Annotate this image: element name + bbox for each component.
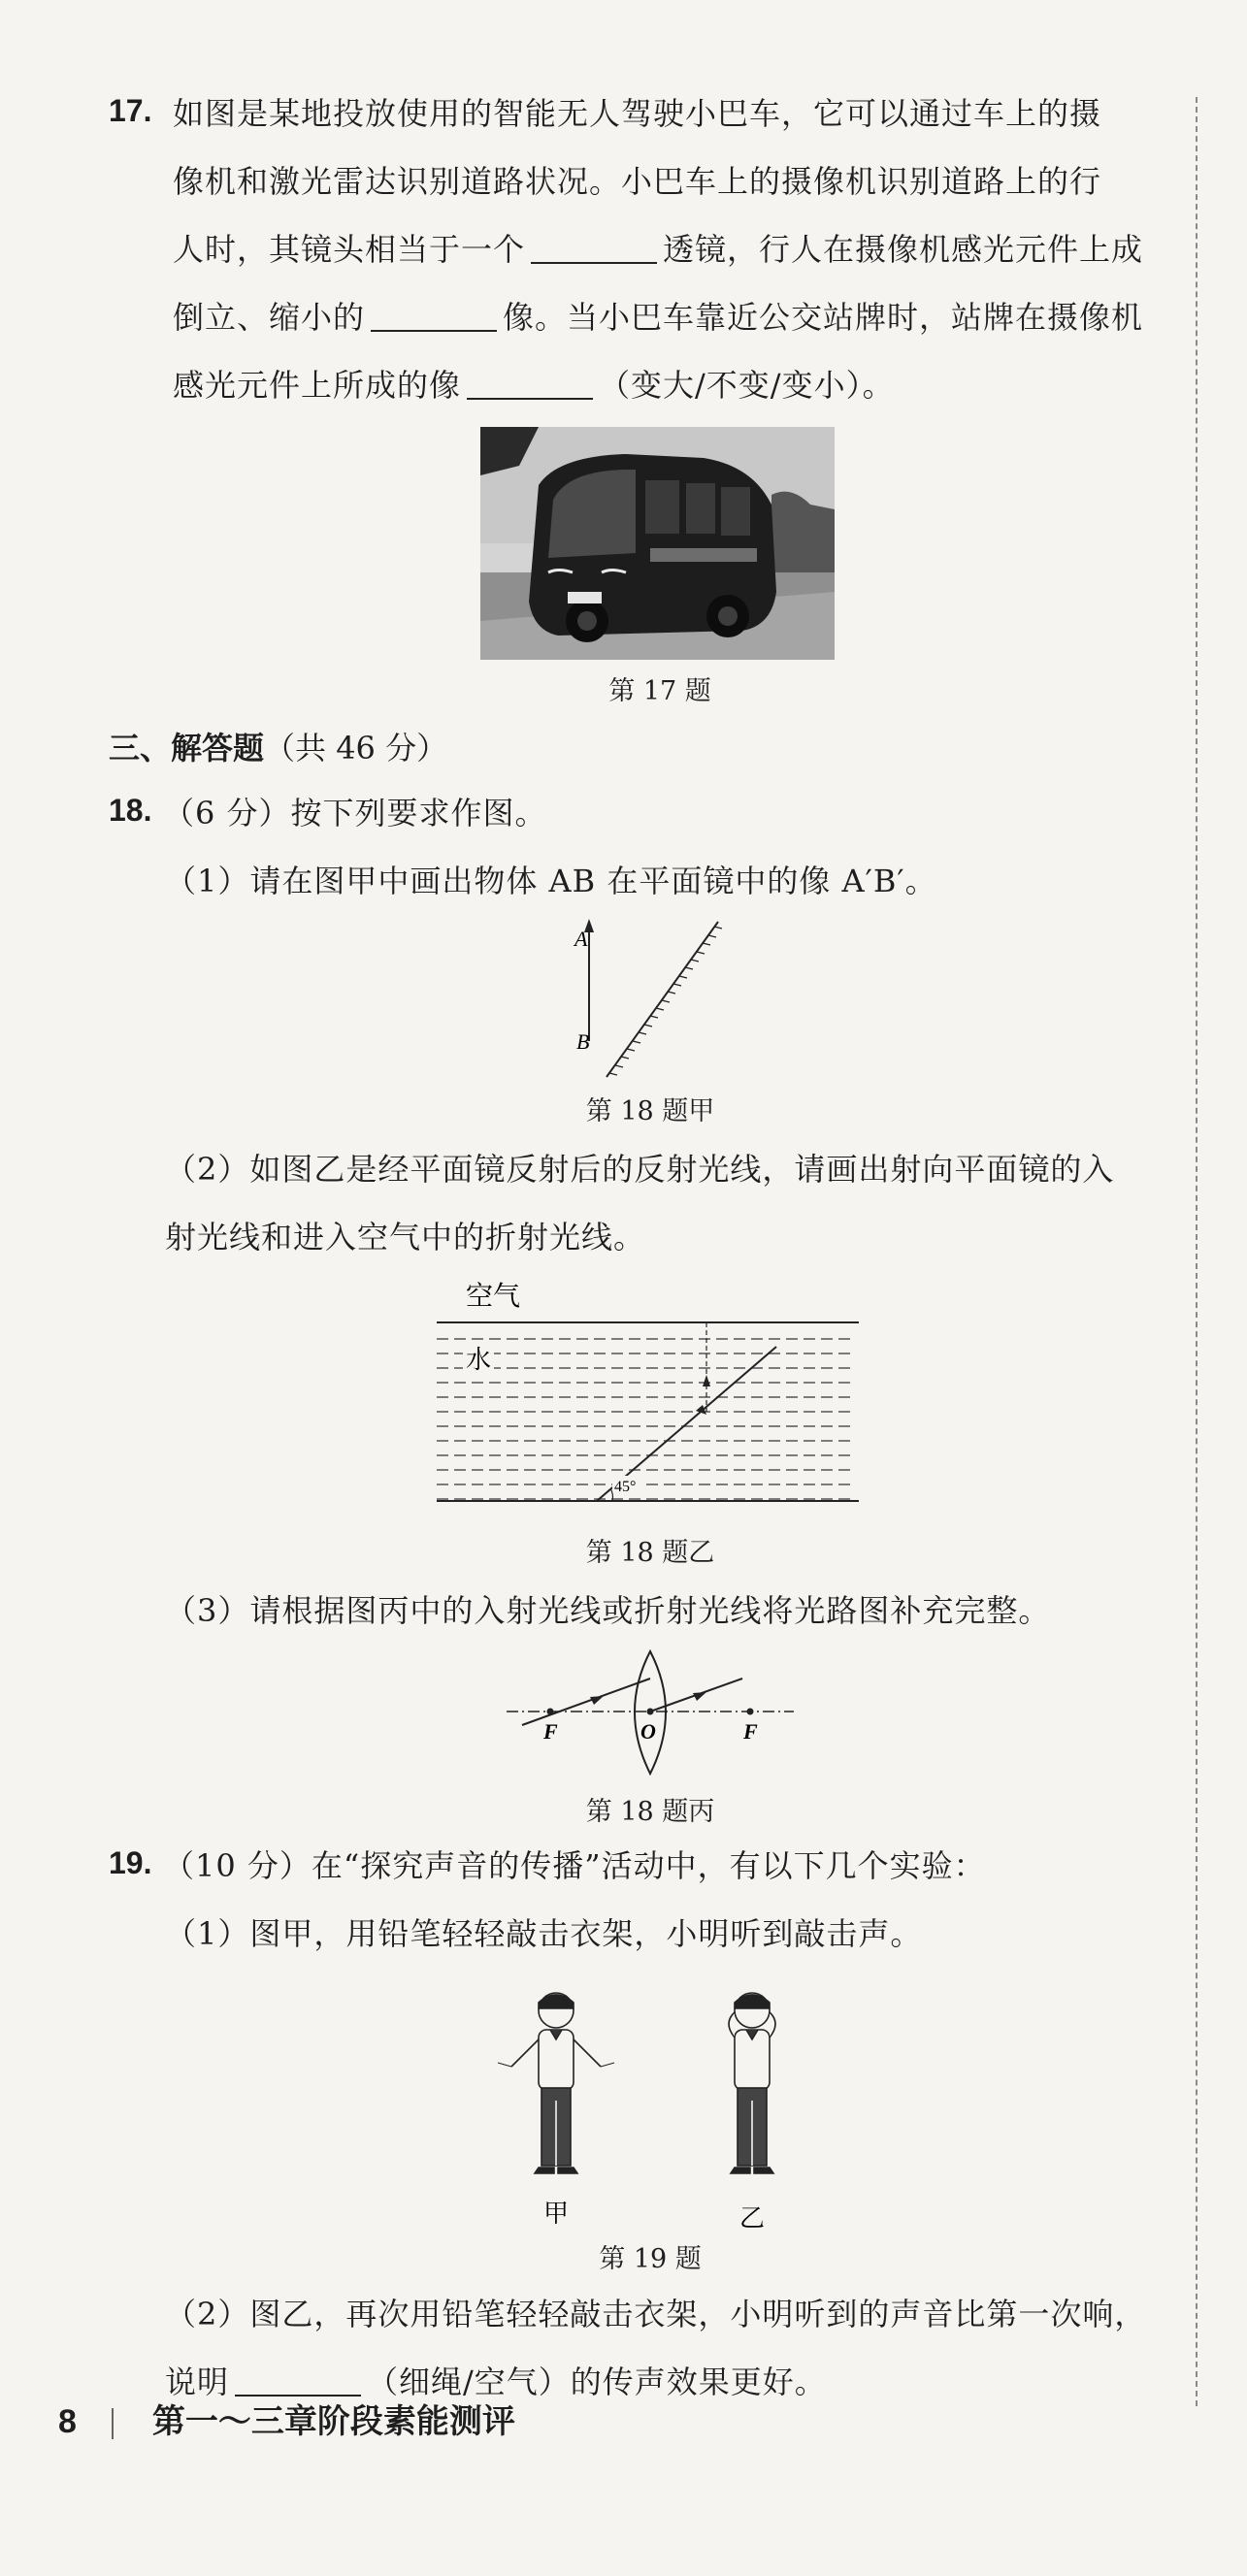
question-19-part-1: （1）图甲，用铅笔轻轻敲击衣架，小明听到敲击声。 (165, 1915, 923, 1952)
figure-18c-caption: 第 18 题丙 (585, 1797, 715, 1827)
q19-part-2-line-2: 说明 （细绳/空气）的传声效果更好。 (165, 2364, 827, 2400)
q19-part-2-line-1: （2）图乙，再次用铅笔轻轻敲击衣架，小明听到的声音比第一次响， (165, 2296, 1147, 2332)
autonomous-bus-photo (480, 427, 835, 660)
question-17-text (173, 80, 1143, 419)
question-18-part-3: （3）请根据图丙中的入射光线或折射光线将光路图补充完整。 (165, 1592, 1051, 1629)
answer-blank[interactable] (531, 233, 657, 264)
optical-center-label: O (640, 1719, 656, 1744)
q17-line-4: 倒立、缩小的 像。当小巴车靠近公交站牌时，站牌在摄像机 (173, 299, 1144, 336)
question-18-intro: （6 分）按下列要求作图。 (163, 795, 547, 831)
q17-line-5: 感光元件上所成的像 （变大/不变/变小）。 (173, 367, 895, 404)
footer-divider (112, 2408, 114, 2439)
page-number: 8 (58, 2403, 77, 2440)
label-angle: 45° (614, 1479, 637, 1495)
footer-title: 第一～三章阶段素能测评 (151, 2403, 515, 2440)
label-yi: 乙 (739, 2204, 766, 2232)
label-a: A (574, 927, 588, 951)
section-title: 三、解答题（共 46 分） (109, 730, 448, 766)
question-18-part-2 (165, 1135, 1114, 1271)
figure-18c-convex-lens (505, 1649, 796, 1785)
water-hatching (437, 1339, 850, 1499)
boy-right (729, 1993, 775, 2173)
figure-19-boy-hanger (490, 1979, 820, 2232)
figure-19-caption: 第 19 题 (599, 2244, 702, 2274)
q17-line-2: 像机和激光雷达识别道路状况。小巴车上的摄像机识别道路上的行 (173, 163, 1102, 200)
label-air: 空气 (466, 1282, 521, 1312)
question-17-number: 17. (109, 93, 152, 128)
label-b: B (576, 1029, 590, 1054)
figure-17-caption: 第 17 题 (608, 676, 711, 706)
question-18-part-1: （1）请在图甲中画出物体 AB 在平面镜中的像 A′B′。 (165, 863, 937, 899)
answer-blank[interactable] (467, 369, 593, 400)
figure-18b-caption: 第 18 题乙 (585, 1538, 715, 1568)
incident-ray (522, 1679, 650, 1725)
q17-line-3: 人时，其镜头相当于一个 透镜，行人在摄像机感光元件上成 (173, 231, 1144, 268)
figure-18b-water-mirror (432, 1271, 869, 1523)
question-18-number: 18. (109, 793, 152, 828)
answer-blank[interactable] (235, 2365, 361, 2397)
binding-margin-line (1196, 97, 1198, 2406)
q18-part-2-line-2: 射光线和进入空气中的折射光线。 (165, 1219, 646, 1255)
q18-part-2-line-1: （2）如图乙是经平面镜反射后的反射光线，请画出射向平面镜的入 (165, 1151, 1115, 1188)
figure-18a-caption: 第 18 题甲 (585, 1096, 715, 1126)
label-water: 水 (466, 1346, 492, 1374)
question-19-intro: （10 分）在“探究声音的传播”活动中，有以下几个实验： (163, 1847, 986, 1884)
page-footer (58, 2395, 515, 2442)
question-19-number: 19. (109, 1845, 152, 1880)
focus-left-label: F (543, 1719, 558, 1744)
answer-blank[interactable] (371, 301, 497, 332)
q17-line-1: 如图是某地投放使用的智能无人驾驶小巴车，它可以通过车上的摄 (173, 95, 1102, 132)
figure-18a-plane-mirror (563, 917, 738, 1082)
mirror-line (607, 922, 718, 1077)
boy-left (498, 1993, 614, 2173)
focus-right-label: F (743, 1719, 758, 1744)
label-jia: 甲 (543, 2200, 570, 2228)
